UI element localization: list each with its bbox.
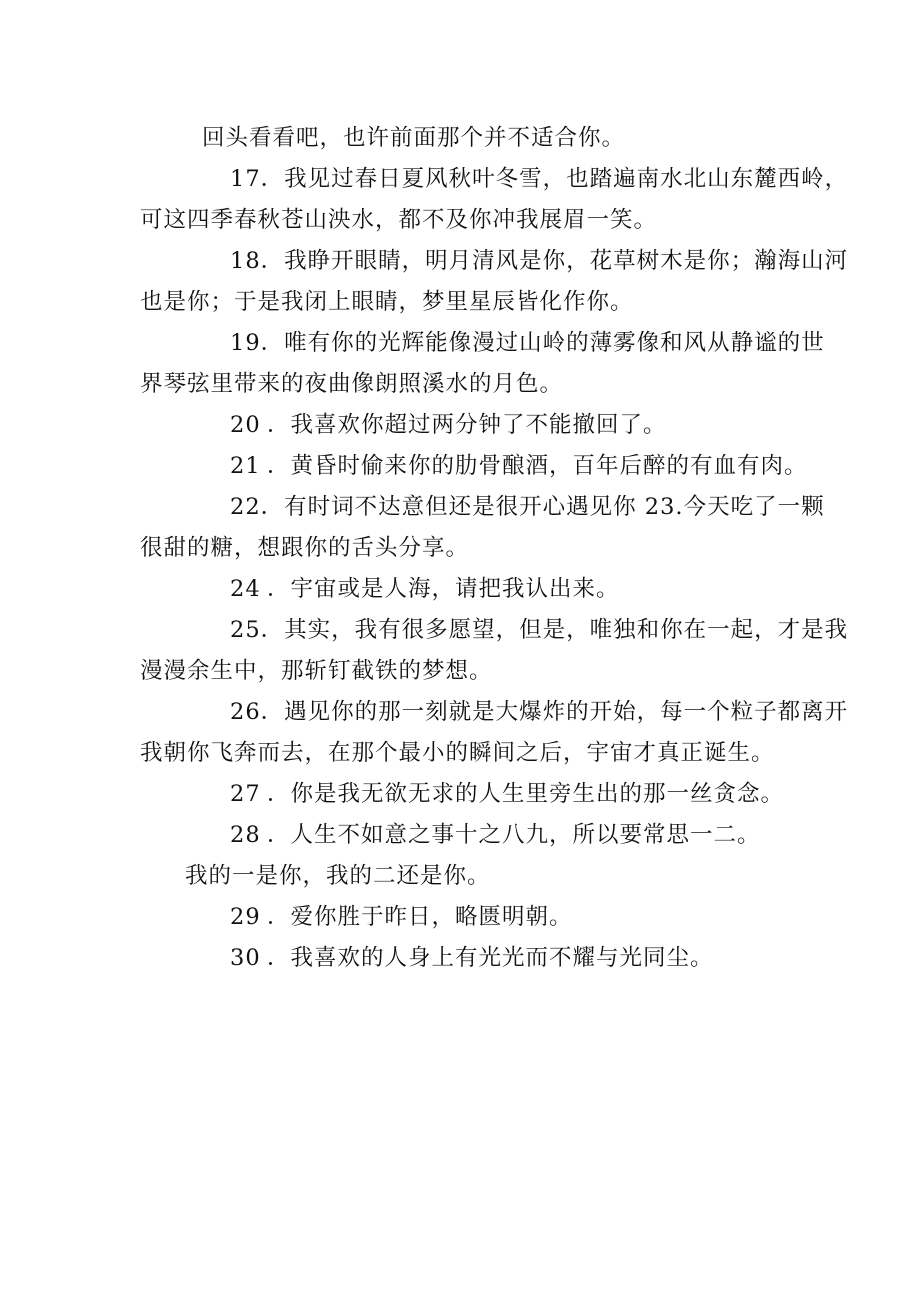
item-number: 30: [230, 945, 261, 971]
document-body: [140, 118, 849, 979]
paragraph-text: 我的一是你，我的二还是你。: [185, 863, 491, 889]
paragraph-18: [140, 241, 849, 323]
paragraph-28: [140, 815, 800, 856]
paragraph-text: ．宇宙或是人海，请把我认出来。: [267, 576, 620, 602]
item-number: 19: [230, 330, 261, 356]
paragraph-text: ．我喜欢你超过两分钟了不能撤回了。: [267, 412, 667, 438]
item-number: 26: [230, 699, 261, 725]
item-number: 27: [230, 781, 261, 807]
paragraph-text: 界琴弦里带来的夜曲像朗照溪水的月色。: [140, 371, 564, 397]
paragraph-21: [140, 446, 808, 487]
item-number: 25: [230, 617, 261, 643]
item-number: 20: [230, 412, 261, 438]
paragraph-text: ．人生不如意之事十之八九，所以要常思一二。: [267, 822, 761, 848]
item-number: 21: [230, 453, 261, 479]
paragraph-16-tail: [140, 118, 800, 159]
paragraph-17: [140, 159, 849, 241]
paragraph-text: ．唯有你的光辉能像漫过山岭的薄雾像和风从静谧的世: [260, 330, 825, 356]
item-number: 28: [230, 822, 261, 848]
paragraph-text: ．有时词不达意但还是很开心遇见你 23.今天吃了一颗: [260, 494, 825, 520]
paragraph-text: 漫漫余生中，那斩钉截铁的梦想。: [140, 658, 493, 684]
paragraph-text: 回头看看吧，也许前面那个并不适合你。: [202, 125, 626, 151]
paragraph-text: ．其实，我有很多愿望，但是，唯独和你在一起，才是我: [260, 617, 849, 643]
paragraph-29: [140, 897, 800, 938]
paragraph-25: [140, 610, 849, 692]
paragraph-text: ．我睁开眼睛，明月清风是你，花草树木是你；瀚海山河: [260, 248, 849, 274]
item-number: 18: [230, 248, 261, 274]
paragraph-19: [140, 323, 825, 405]
paragraph-24: [140, 569, 800, 610]
paragraph-text: 也是你；于是我闭上眼睛，梦里星辰皆化作你。: [140, 289, 634, 315]
paragraph-text: ．遇见你的那一刻就是大爆炸的开始，每一个粒子都离开: [260, 699, 849, 725]
paragraph-text: ．你是我无欲无求的人生里旁生出的那一丝贪念。: [267, 781, 785, 807]
paragraph-30: [140, 938, 800, 979]
paragraph-text: ．爱你胜于昨日，略匮明朝。: [267, 904, 573, 930]
paragraph-22: [140, 487, 825, 569]
item-number: 24: [230, 576, 261, 602]
paragraph-text: ．黄昏时偷来你的肋骨酿酒，百年后醉的有血有肉。: [267, 453, 808, 479]
paragraph-text: 可这四季春秋苍山泱水，都不及你冲我展眉一笑。: [140, 207, 658, 233]
item-number: 17: [230, 166, 261, 192]
paragraph-text: 我朝你飞奔而去，在那个最小的瞬间之后，宇宙才真正诞生。: [140, 740, 775, 766]
paragraph-27: [140, 774, 800, 815]
paragraph-text: 很甜的糖，想跟你的舌头分享。: [140, 535, 470, 561]
paragraph-text: ．我见过春日夏风秋叶冬雪，也踏遍南水北山东麓西岭，: [260, 166, 849, 192]
paragraph-26: [140, 692, 849, 774]
item-number: 29: [230, 904, 261, 930]
item-number: 22: [230, 494, 261, 520]
paragraph-text: ．我喜欢的人身上有光光而不耀与光同尘。: [267, 945, 714, 971]
paragraph-20: [140, 405, 800, 446]
paragraph-28-tail: [140, 856, 800, 897]
